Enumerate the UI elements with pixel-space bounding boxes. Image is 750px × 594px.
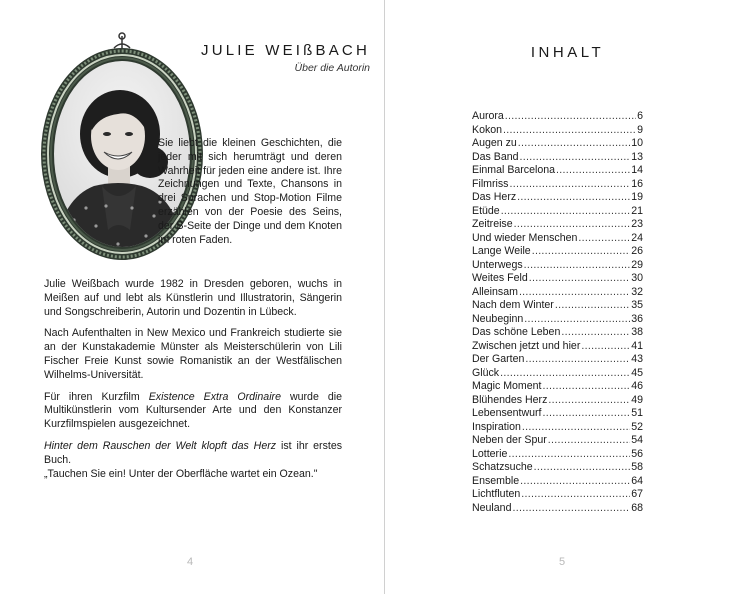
- toc-dot-leader: [505, 110, 636, 124]
- toc-dot-leader: [532, 245, 631, 259]
- toc-entry: [472, 407, 643, 421]
- toc-entry-page: 68: [631, 501, 643, 514]
- toc-entry: [472, 367, 643, 381]
- toc-entry: [472, 232, 643, 246]
- toc-entry: [472, 218, 643, 232]
- bio-paragraph: Nach Aufenthalten in New Mexico und Frankreich studierte sie an der Kunstakademie Münster als Meisterschülerin von Lili Fischer Freie Kunst sowie Romanistik an der Westfälischen Wilhelms-Universität.: [44, 327, 342, 381]
- toc-dot-leader: [518, 137, 630, 151]
- toc-entry-label: Das Band: [472, 150, 519, 163]
- toc-list: [472, 110, 643, 515]
- toc-entry-page: 67: [631, 488, 643, 500]
- toc-entry-label: Lichtfluten: [472, 488, 521, 500]
- author-subtitle: Über die Autorin: [294, 62, 370, 74]
- bio-paragraph: [44, 391, 342, 432]
- toc-entry-page: 38: [631, 326, 643, 338]
- toc-dot-leader: [520, 475, 630, 489]
- toc-dot-leader: [517, 191, 630, 205]
- toc-dot-leader: [509, 178, 630, 192]
- toc-entry-label: Unterwegs: [472, 258, 523, 271]
- toc-dot-leader: [548, 394, 630, 408]
- toc-entry: [472, 353, 643, 367]
- toc-dot-leader: [556, 164, 630, 178]
- toc-entry: [472, 461, 643, 475]
- toc-entry-page: 58: [631, 461, 643, 473]
- toc-entry-label: Blühendes Herz: [472, 393, 548, 406]
- toc-entry: [472, 326, 643, 340]
- toc-entry-label: Kokon: [472, 123, 503, 136]
- toc-entry-label: Einmal Barcelona: [472, 164, 556, 176]
- toc-dot-leader: [578, 232, 630, 246]
- toc-entry-page: 24: [631, 231, 643, 244]
- toc-entry: [472, 448, 643, 462]
- toc-dot-leader: [503, 124, 636, 138]
- toc-dot-leader: [519, 286, 630, 300]
- toc-entry-page: 46: [631, 380, 643, 392]
- toc-dot-leader: [500, 367, 630, 381]
- toc-entry-page: 16: [631, 177, 643, 190]
- author-bio: [44, 278, 342, 476]
- toc-entry-page: 54: [631, 434, 643, 446]
- toc-entry: [472, 245, 643, 259]
- toc-entry-page: 13: [631, 150, 643, 163]
- toc-entry: [472, 502, 643, 516]
- toc-entry-page: 26: [631, 245, 643, 257]
- toc-entry: [472, 151, 643, 165]
- toc-entry-label: Lebensentwurf: [472, 407, 542, 419]
- toc-entry-page: 10: [631, 137, 643, 149]
- toc-entry-page: 41: [631, 339, 643, 352]
- toc-entry: [472, 380, 643, 394]
- toc-entry-page: 64: [631, 474, 643, 487]
- toc-entry: [472, 191, 643, 205]
- toc-entry-label: Lotterie: [472, 447, 508, 460]
- toc-entry-label: Augen zu: [472, 137, 517, 149]
- toc-entry-label: Zwischen jetzt und hier: [472, 339, 581, 352]
- toc-entry: [472, 434, 643, 448]
- toc-entry-label: Glück: [472, 366, 500, 379]
- toc-entry-page: 56: [631, 447, 643, 460]
- toc-entry: [472, 178, 643, 192]
- toc-dot-leader: [529, 272, 630, 286]
- toc-entry-label: Neben der Spur: [472, 434, 547, 446]
- bio-text: Für ihren Kurzfilm: [44, 390, 149, 403]
- toc-dot-leader: [522, 421, 630, 435]
- toc-entry: [472, 137, 643, 151]
- toc-entry-page: 32: [631, 285, 643, 298]
- toc-dot-leader: [508, 448, 630, 462]
- toc-dot-leader: [542, 380, 630, 394]
- toc-entry: [472, 164, 643, 178]
- toc-entry-label: Etüde: [472, 204, 500, 217]
- film-title: Existence Extra Ordinaire: [148, 390, 281, 403]
- toc-entry-page: 9: [637, 123, 643, 136]
- toc-dot-leader: [548, 434, 630, 448]
- toc-entry-page: 49: [631, 393, 643, 406]
- toc-dot-leader: [543, 407, 631, 421]
- toc-entry-label: Ensemble: [472, 474, 520, 487]
- toc-entry: [472, 488, 643, 502]
- toc-entry: [472, 110, 643, 124]
- toc-title: INHALT: [530, 44, 605, 61]
- toc-dot-leader: [561, 326, 630, 340]
- toc-dot-leader: [581, 340, 630, 354]
- bio-paragraph: [44, 440, 342, 468]
- toc-entry-page: 51: [631, 407, 643, 419]
- toc-dot-leader: [514, 218, 631, 232]
- toc-entry-page: 6: [637, 110, 643, 122]
- toc-entry-page: 45: [631, 366, 643, 379]
- toc-dot-leader: [524, 259, 631, 273]
- toc-entry-label: Schatzsuche: [472, 461, 533, 473]
- page-number-left: 4: [187, 556, 194, 568]
- toc-entry-page: 30: [631, 272, 643, 284]
- toc-dot-leader: [555, 299, 630, 313]
- right-page: [385, 0, 750, 594]
- toc-entry-page: 19: [631, 191, 643, 203]
- toc-entry-page: 43: [631, 353, 643, 365]
- toc-entry: [472, 313, 643, 327]
- toc-dot-leader: [520, 151, 631, 165]
- author-quote: „Tauchen Sie ein! Unter der Oberfläche wartet ein Ozean.": [44, 468, 318, 480]
- toc-entry: [472, 394, 643, 408]
- toc-entry: [472, 272, 643, 286]
- toc-dot-leader: [534, 461, 631, 475]
- toc-entry-label: Magic Moment: [472, 380, 542, 392]
- toc-entry-page: 52: [631, 420, 643, 433]
- toc-entry-label: Das Herz: [472, 191, 517, 203]
- bio-paragraph: Julie Weißbach wurde 1982 in Dresden geboren, wuchs in Meißen auf und lebt als Künstlerin und Illustratorin, Sängerin und Songschreiberin, Autorin und Dozentin in Lübeck.: [44, 278, 342, 318]
- toc-entry-page: 29: [631, 258, 643, 271]
- toc-entry: [472, 421, 643, 435]
- toc-dot-leader: [501, 205, 631, 219]
- toc-entry: [472, 286, 643, 300]
- toc-dot-leader: [525, 353, 630, 367]
- toc-dot-leader: [521, 488, 630, 502]
- toc-entry-page: 35: [631, 299, 643, 311]
- bio-text: wurde die Multikünstlerin vom Kultursender Arte und den Konstanzer Kurzfilmspielen ausgezeichnet.: [44, 390, 342, 431]
- toc-entry-label: Und wieder Menschen: [472, 231, 578, 244]
- author-name: JULIE WEIßBACH: [201, 42, 370, 59]
- toc-entry: [472, 475, 643, 489]
- toc-entry: [472, 299, 643, 313]
- toc-dot-leader: [512, 502, 630, 516]
- toc-entry: [472, 340, 643, 354]
- toc-entry: [472, 205, 643, 219]
- toc-entry-label: Das schöne Leben: [472, 326, 561, 338]
- toc-entry-page: 14: [631, 164, 643, 176]
- toc-entry-label: Der Garten: [472, 353, 525, 365]
- toc-entry: [472, 124, 643, 138]
- toc-entry-label: Neuland: [472, 501, 512, 514]
- toc-entry-page: 36: [631, 312, 643, 325]
- toc-entry-label: Nach dem Winter: [472, 299, 554, 311]
- toc-entry-page: 21: [631, 204, 643, 217]
- toc-entry-label: Alleinsam: [472, 285, 518, 298]
- page-number-right: 5: [559, 556, 566, 568]
- toc-entry-label: Weites Feld: [472, 272, 528, 284]
- toc-entry-label: Aurora: [472, 110, 504, 122]
- toc-entry-label: Filmriss: [472, 177, 509, 190]
- toc-entry-label: Inspiration: [472, 420, 521, 433]
- bio-text: ist ihr erstes Buch.: [44, 439, 343, 466]
- toc-entry-label: Neubeginn: [472, 312, 524, 325]
- toc-entry: [472, 259, 643, 273]
- toc-entry-label: Lange Weile: [472, 245, 531, 257]
- toc-dot-leader: [524, 313, 630, 327]
- author-intro: Sie liebt die kleinen Geschichten, die jeder mit sich herumträgt und deren Wahrheit für jeden eine andere ist. Ihre Zeichnungen und Texte, Chansons in drei Sprachen und Stop-Motion Filme erzählen von der Poesie des Seins, der B-Seite der Dinge und dem Knoten im roten Faden.: [158, 137, 342, 246]
- book-title: Hinter dem Rauschen der Welt klopft das Herz: [44, 439, 277, 452]
- toc-entry-page: 23: [631, 218, 643, 230]
- toc-entry-label: Zeitreise: [472, 218, 513, 230]
